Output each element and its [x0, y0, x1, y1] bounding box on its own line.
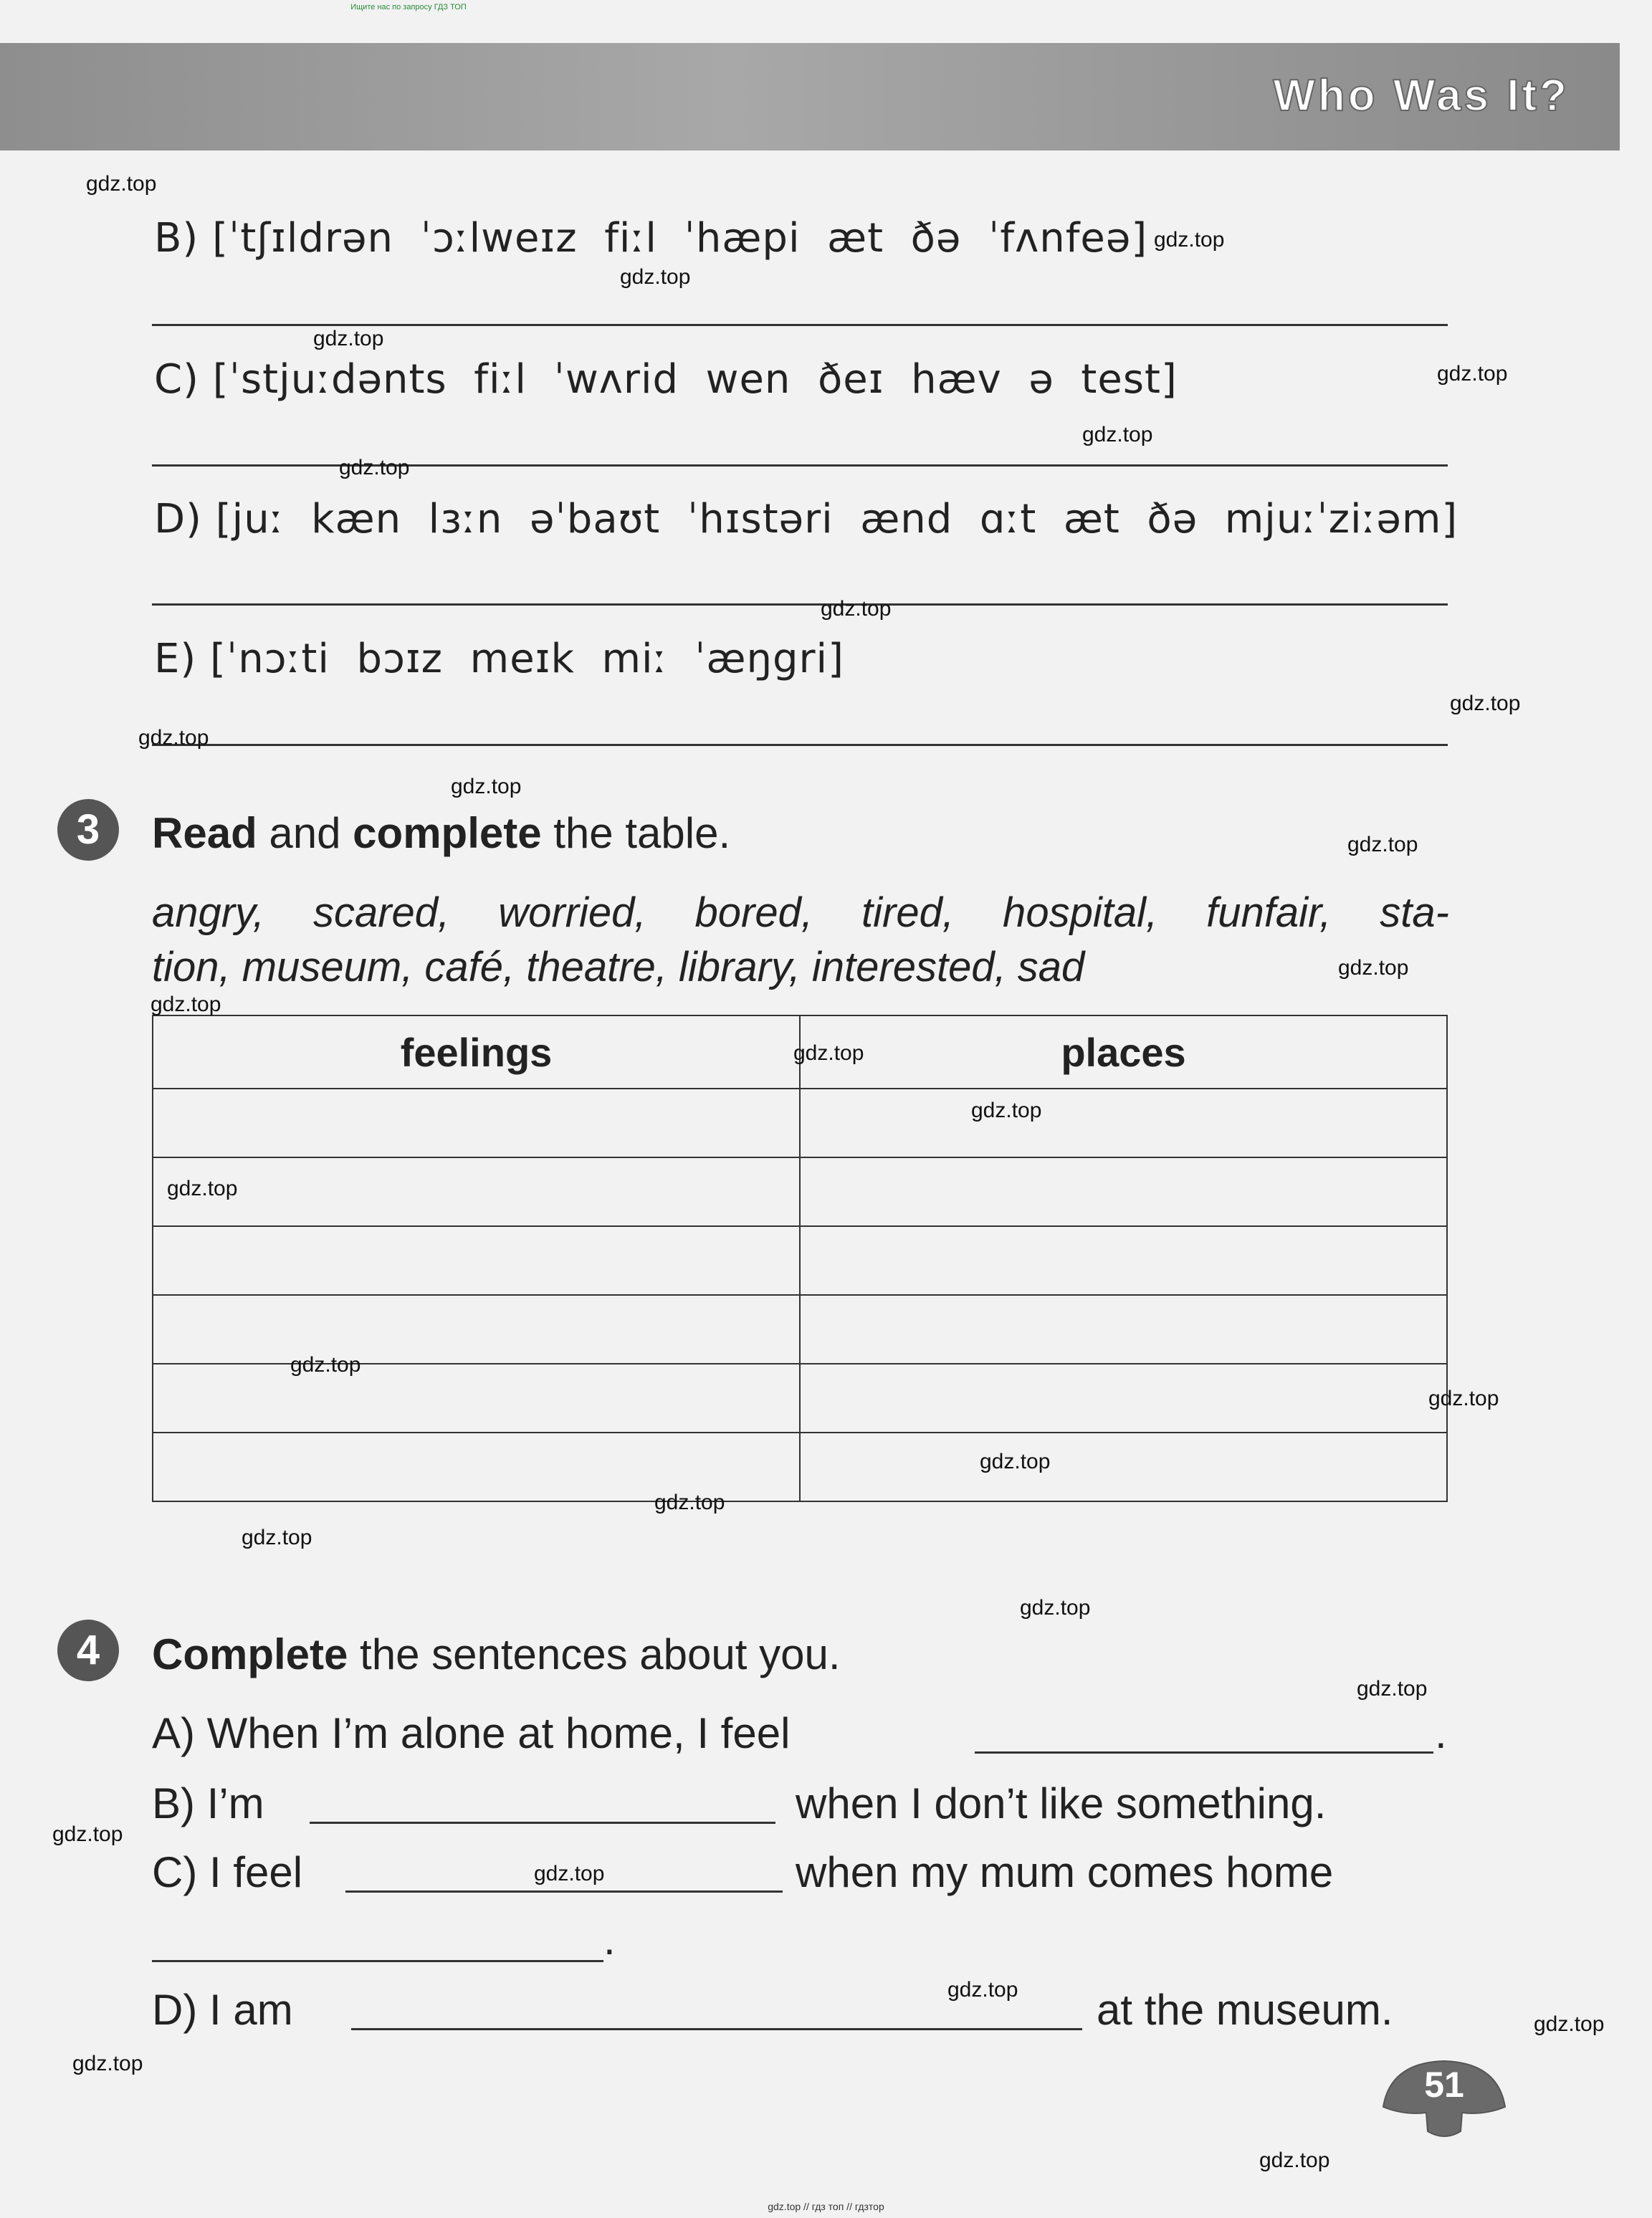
sentence-c-start: C) I feel [152, 1848, 303, 1896]
table-cell[interactable] [153, 1089, 800, 1157]
watermark-text: gdz.top [1082, 423, 1153, 446]
table-cell[interactable] [153, 1295, 800, 1364]
ipa-text: [ˈstjuːdənts fiːl ˈwʌrid wen ðeɪ hæv ə test] [212, 356, 1178, 403]
answer-line[interactable] [152, 1960, 603, 1962]
watermark-text: gdz.top [793, 1041, 864, 1065]
watermark-text: gdz.top [620, 265, 691, 289]
table-cell[interactable] [800, 1089, 1447, 1157]
sentence-d-end: at the museum. [1097, 1986, 1393, 2034]
watermark-text: gdz.top [1154, 228, 1225, 252]
instruction-verb: complete [353, 809, 542, 857]
watermark-text: gdz.top [151, 993, 221, 1016]
watermark-text: gdz.top [313, 327, 384, 350]
task-number-badge: 4 [57, 1620, 119, 1681]
ipa-item [154, 496, 1458, 542]
watermark-text: gdz.top [1450, 692, 1521, 715]
page-number: 51 [1424, 2065, 1464, 2105]
task-number-badge: 3 [57, 799, 119, 861]
footer-note: gdz.top // гдз топ // гдзтор [768, 2201, 884, 2212]
watermark-text: gdz.top [971, 1099, 1042, 1122]
watermark-text: gdz.top [1020, 1596, 1091, 1620]
sentence-a-start: A) When I’m alone at home, I feel [152, 1709, 791, 1757]
ipa-item [154, 215, 1147, 262]
ipa-label: B) [154, 215, 199, 262]
watermark-text: gdz.top [451, 775, 522, 798]
instruction-text: the sentences about you. [348, 1630, 841, 1678]
watermark-text: gdz.top [242, 1526, 312, 1549]
watermark-text: gdz.top [1347, 833, 1418, 856]
top-note: Ищите нас по запросу ГДЗ ТОП [350, 3, 467, 11]
column-header-places: places [800, 1015, 1447, 1089]
watermark-text: gdz.top [654, 1491, 725, 1514]
watermark-text: gdz.top [52, 1822, 123, 1846]
task3-instruction [152, 808, 730, 858]
watermark-text: gdz.top [86, 172, 157, 196]
sentence-b-start: B) I’m [152, 1779, 264, 1827]
ipa-text: [ˈtʃɪldrən ˈɔːlweɪz fiːl ˈhæpi æt ðə ˈfʌnfeə] [212, 215, 1148, 262]
page-header [0, 43, 1620, 150]
feelings-places-table [152, 1015, 1448, 1502]
table-cell[interactable] [153, 1226, 800, 1295]
word-bank [152, 886, 1449, 995]
table-cell[interactable] [800, 1295, 1447, 1364]
table-cell[interactable] [800, 1433, 1447, 1501]
watermark-text: gdz.top [1259, 2148, 1330, 2172]
instruction-verb: Read [152, 809, 257, 857]
watermark-text: gdz.top [1357, 1677, 1428, 1701]
watermark-text: gdz.top [1338, 956, 1409, 980]
column-header-feelings: feelings [153, 1015, 800, 1089]
watermark-text: gdz.top [980, 1450, 1051, 1473]
ipa-label: D) [154, 496, 202, 542]
watermark-text: gdz.top [534, 1862, 605, 1885]
watermark-text: gdz.top [1428, 1387, 1499, 1410]
word-bank-line: angry, scared, worried, bored, tired, hospital, funfair, sta- [152, 889, 1449, 936]
answer-line[interactable] [975, 1751, 1433, 1754]
answer-line[interactable] [345, 1890, 783, 1893]
ipa-item [154, 356, 1178, 403]
watermark-text: gdz.top [1437, 362, 1508, 386]
ipa-text: [ˈnɔːti bɔɪz meɪk miː ˈæŋgri] [210, 636, 844, 682]
ipa-label: C) [154, 356, 199, 403]
table-cell[interactable] [153, 1364, 800, 1433]
watermark-text: gdz.top [290, 1353, 361, 1377]
word-bank-line: tion, museum, café, theatre, library, interested, sad [152, 944, 1085, 990]
task4-instruction [152, 1630, 841, 1679]
sentence-c-period: . [603, 1916, 616, 1964]
answer-line[interactable] [310, 1822, 775, 1824]
answer-line[interactable] [152, 603, 1448, 606]
watermark-text: gdz.top [339, 456, 410, 479]
page-title: Who Was It? [1273, 71, 1570, 120]
sentence-c-end: when my mum comes home [796, 1848, 1334, 1896]
answer-line[interactable] [152, 744, 1448, 746]
ipa-item [154, 636, 844, 682]
watermark-text: gdz.top [138, 726, 209, 750]
ipa-label: E) [154, 636, 197, 682]
answer-line[interactable] [351, 2028, 1082, 2030]
watermark-text: gdz.top [947, 1978, 1018, 2002]
table-cell[interactable] [800, 1157, 1447, 1226]
sentence-d-start: D) I am [152, 1986, 293, 2034]
table-cell[interactable] [800, 1364, 1447, 1433]
sentence-a-end: . [1435, 1709, 1447, 1757]
watermark-text: gdz.top [72, 2052, 143, 2075]
instruction-text: the table. [541, 809, 731, 857]
watermark-text: gdz.top [1534, 2012, 1605, 2036]
instruction-text: and [257, 809, 353, 857]
page-number-badge [1376, 2057, 1512, 2143]
watermark-text: gdz.top [821, 597, 892, 621]
table-cell[interactable] [153, 1157, 800, 1226]
instruction-verb: Complete [152, 1630, 348, 1678]
answer-line[interactable] [152, 324, 1448, 326]
table-cell[interactable] [800, 1226, 1447, 1295]
watermark-text: gdz.top [167, 1177, 238, 1200]
sentence-b-end: when I don’t like something. [796, 1779, 1327, 1827]
ipa-text: [juː kæn lɜːn əˈbaʊt ˈhɪstəri ænd ɑːt æt ðə mjuːˈziːəm] [215, 496, 1458, 542]
